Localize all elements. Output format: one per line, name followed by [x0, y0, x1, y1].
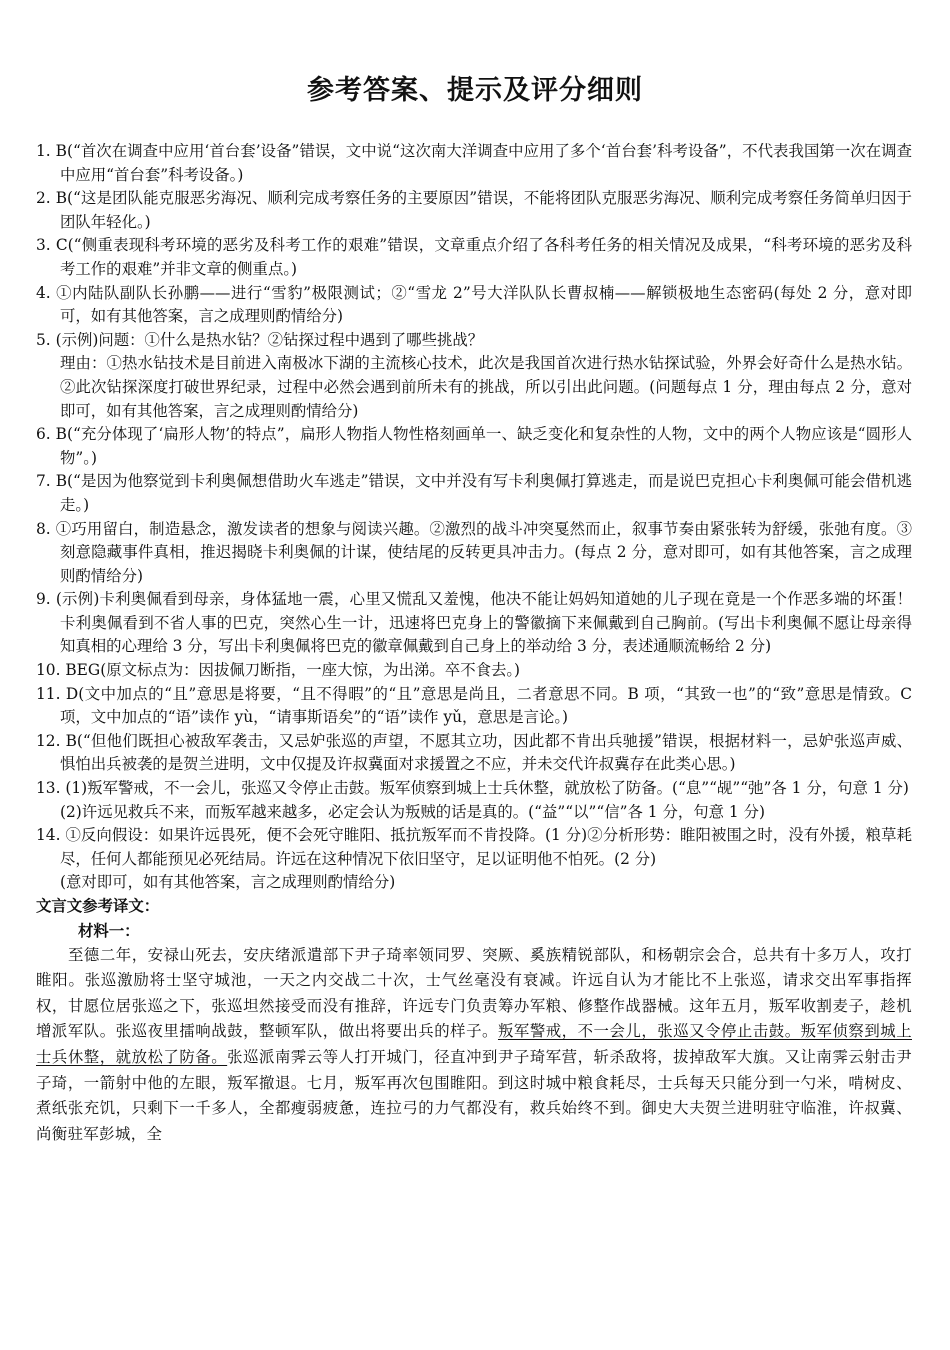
answer-item: 3. C(“侧重表现科考环境的恶劣及科考工作的艰难”错误，文章重点介绍了各科考任务的相关情况及成果，“科考环境的恶劣及科考工作的艰难”并非文章的侧重点。) [36, 236, 912, 278]
answer-item: 7. B(“是因为他察觉到卡利奥佩想借助火车逃走”错误，文中并没有写卡利奥佩打算逃走，而是说巴克担心卡利奥佩可能会借机逃走。) [36, 472, 912, 514]
translation-heading: 文言文参考译文： [36, 897, 160, 915]
answer-13-part-2: (2)许远见救兵不来，而叛军越来越多，必定会认为叛贼的话是真的。(“益”“以”“信”各 1 分，句意 1 分) [60, 802, 766, 821]
page-title: 参考答案、提示及评分细则 [307, 75, 643, 106]
translation-paragraph [36, 943, 912, 1148]
answer-item: 10. BEG(原文标点为：因拔佩刀断指，一座大惊，为出涕。卒不食去。) [36, 661, 521, 680]
material-1-heading: 材料一： [78, 921, 140, 940]
answer-item: 13. (1)叛军警戒，不一会儿，张巡又令停止击鼓。叛军侦察到城上士兵休整，就放松了防备。(“息”“觇”“弛”各 1 分，句意 1 分) [36, 779, 909, 798]
answer-5-reason: 理由：①热水钻技术是目前进入南极冰下湖的主流核心技术，此次是我国首次进行热水钻探试验，外界会好奇什么是热水钻。②此次钻探深度打破世界纪录，过程中必然会遇到前所未有的挑战，所以引出此问题。(问题每点 1 分，理由每点 2 分，意对即可，如有其他答案，言之成理则酌情给分) [60, 354, 912, 420]
answer-item: 12. B(“但他们既担心被敌军袭击，又忌妒张巡的声望，不愿其立功，因此都不肯出兵驰援”错误，根据材料一，忌妒张巡声威、惧怕出兵被袭的是贺兰进明，文中仅提及许叔冀面对求援置之不应，并未交代许叔冀存在此类心思。) [36, 731, 912, 774]
answer-item: 2. B(“这是团队能克服恶劣海况、顺利完成考察任务的主要原因”错误，不能将团队克服恶劣海况、顺利完成考察任务简单归因于团队年轻化。) [36, 189, 912, 231]
answer-item: 4. ①内陆队副队长孙鹏——进行“雪豹”极限测试；②“雪龙 2”号大洋队队长曹叔楠——解锁极地生态密码(每处 2 分，意对即可，如有其他答案，言之成理则酌情给分) [36, 283, 912, 326]
answer-list [36, 140, 912, 1147]
answer-item: 1. B(“首次在调查中应用‘首台套’设备”错误，文中说“这次南大洋调查中应用了多个‘首台套’科考设备”，不代表我国第一次在调查中应用“首台套”科考设备。) [36, 142, 912, 184]
answer-item: 9. (示例)卡利奥佩看到母亲，身体猛地一震，心里又慌乱又羞愧，他决不能让妈妈知道她的儿子现在竟是一个作恶多端的坏蛋！卡利奥佩看到不省人事的巴克，突然心生一计，迅速将巴克身上的警徽摘下来佩戴到自己胸前。(写出卡利奥佩不愿让母亲得知真相的心理给 3 分，写出卡利奥佩将巴克的徽章佩戴到自己身上的举动给 3 分，表述通顺流畅给 2 分) [36, 590, 912, 656]
translation-text: 张巡派南霁云等人打开城门，径直冲到尹子琦军营，斩杀敌将，拔掉敌军大旗。又让南霁云射击尹子琦，一箭射中他的左眼，叛军撤退。七月，叛军再次包围睢阳。到这时城中粮食耗尽，士兵每天只能分到一勺米，啃树皮、煮纸张充饥，只剩下一千多人，全都瘦弱疲惫，连拉弓的力气都没有，救兵始终不到。御史大夫贺兰进明驻守临淮，许叔冀、尚衡驻军彭城，全 [36, 1047, 912, 1143]
answer-item: 14. ①反向假设：如果许远畏死，便不会死守睢阳、抵抗叛军而不肯投降。(1 分)②分析形势：睢阳被围之时，没有外援，粮草耗尽，任何人都能预见必死结局。许远在这种情况下依旧坚守，足以证明他不怕死。(2 分) [36, 826, 912, 868]
answer-item: 5. (示例)问题：①什么是热水钻？②钻探过程中遇到了哪些挑战？ [36, 330, 484, 349]
translation-text: 至德二年，安禄山死去，安庆绪派遣部下尹子琦率领同罗、突厥、奚族精锐部队，和杨朝宗会合，总共有十多万人，攻打睢阳。张巡激励将士坚守城池，一天之内交战二十次，士气丝毫没有衰减。许远自认为才能比不上张巡，请求交出军事指挥权，甘愿位居张巡之下，张巡坦然接受而没有推辞，许远专门负责筹办军粮、修整作战器械。这年五月，叛军收割麦子，趁机增派军队。张巡夜里擂响战鼓，整顿军队，做出将要出兵的样子。 [36, 945, 912, 1041]
answer-item: 6. B(“充分体现了‘扁形人物’的特点”，扁形人物指人物性格刻画单一、缺乏变化和复杂性的人物，文中的两个人物应该是“圆形人物”。) [36, 425, 912, 467]
answer-item: 11. D(文中加点的“且”意思是将要，“且不得暇”的“且”意思是尚且，二者意思不同。B 项，“其致一也”的“致”意思是情致。C 项，文中加点的“语”读作 yù，“请事斯语矣”的“语”读作 yǔ，意思是言论。) [36, 684, 912, 727]
underlined-sentence: 叛军警戒，不一会儿，张巡又令停止击鼓。叛军侦察到城上士兵休整，就放松了防备。 [36, 1022, 912, 1066]
answer-item: 8. ①巧用留白，制造悬念，激发读者的想象与阅读兴趣。②激烈的战斗冲突戛然而止，叙事节奏由紧张转为舒缓，张弛有度。③刻意隐藏事件真相，推迟揭晓卡利奥佩的计谋，使结尾的反转更具冲击力。(每点 2 分，意对即可，如有其他答案，言之成理则酌情给分) [36, 519, 912, 585]
answer-14-note: (意对即可，如有其他答案，言之成理则酌情给分) [60, 873, 396, 892]
